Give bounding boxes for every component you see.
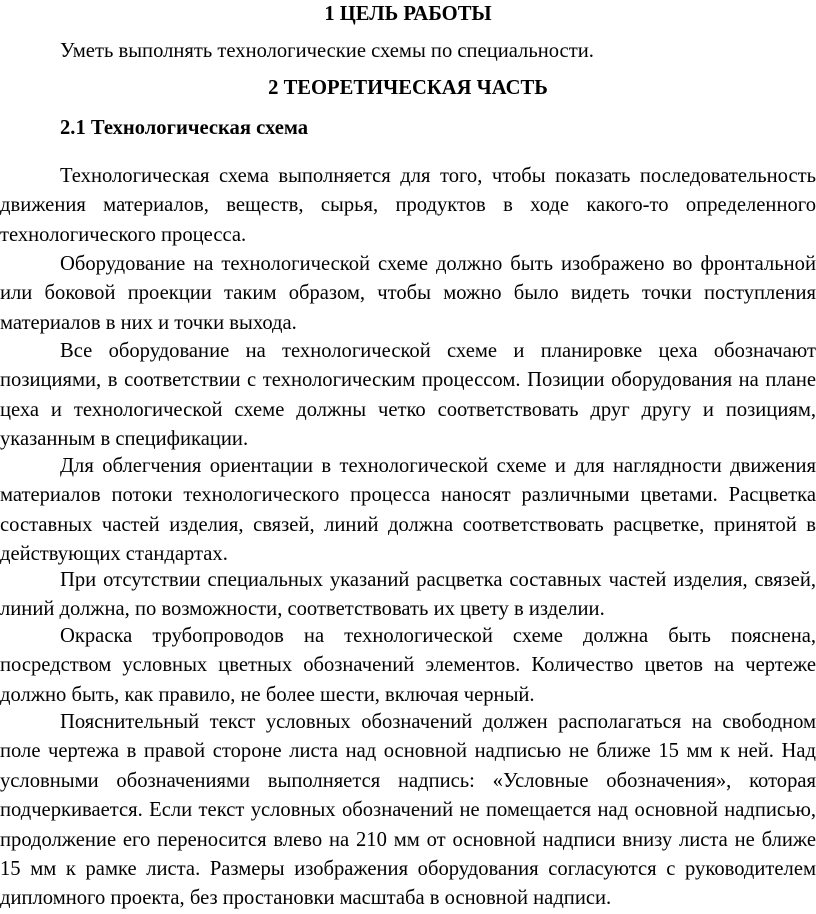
paragraph-3: Все оборудование на технологической схеме и планировке цеха обозначают позициями, в соответствии с технологическим процессом. Позиции оборудования на плане цеха и технологической схеме должны четко соответствовать друг другу и позициям, указанным в спецификации. — [0, 340, 816, 451]
paragraph-2: Оборудование на технологической схеме должно быть изображено во фронтальной или боковой проекции таким образом, чтобы можно было видеть точки поступления материалов в них и точки выхода. — [0, 253, 816, 334]
paragraph-1: Технологическая схема выполняется для того, чтобы показать последовательность движения материалов, веществ, сырья, продуктов в ходе какого-то определенного технологического процесса. — [0, 165, 816, 246]
paragraph-7: Пояснительный текст условных обозначений должен располагаться на свободном поле чертежа в правой стороне листа над основной надписью не ближе 15 мм к ней. Над условными обозначениями выполняется надпись: «Условные обозначения», которая подчеркивается. Если текст условных обозначений не помещается над основной надписью, продолжение его переносится влево на 210 мм от основной надписи внизу листа не ближе 15 мм к рамке листа. Размеры изображения оборудования согласуются с руководителем дипломного проекта, без простановки масштаба в основной надписи. — [0, 711, 816, 910]
section-1-title: 1 ЦЕЛЬ РАБОТЫ — [324, 3, 492, 25]
paragraph-6: Окраска трубопроводов на технологической схеме должна быть пояснена, посредством условных цветных обозначений элементов. Количество цветов на чертеже должно быть, как правило, не более шести, включая черный. — [0, 625, 816, 706]
goal-text: Уметь выполнять технологические схемы по специальности. — [60, 40, 594, 62]
subsection-title: 2.1 Технологическая схема — [60, 117, 309, 139]
paragraph-4: Для облегчения ориентации в технологической схеме и для наглядности движения материалов потоки технологического процесса наносят различными цветами. Расцветка составных частей изделия, связей, линий должна соответствовать расцветке, принятой в действующих стандартах. — [0, 455, 816, 566]
paragraph-5: При отсутствии специальных указаний расцветка составных частей изделия, связей, линий должна, по возможности, соответствовать их цвету в изделии. — [0, 569, 816, 621]
section-2-title: 2 ТЕОРЕТИЧЕСКАЯ ЧАСТЬ — [268, 77, 548, 99]
